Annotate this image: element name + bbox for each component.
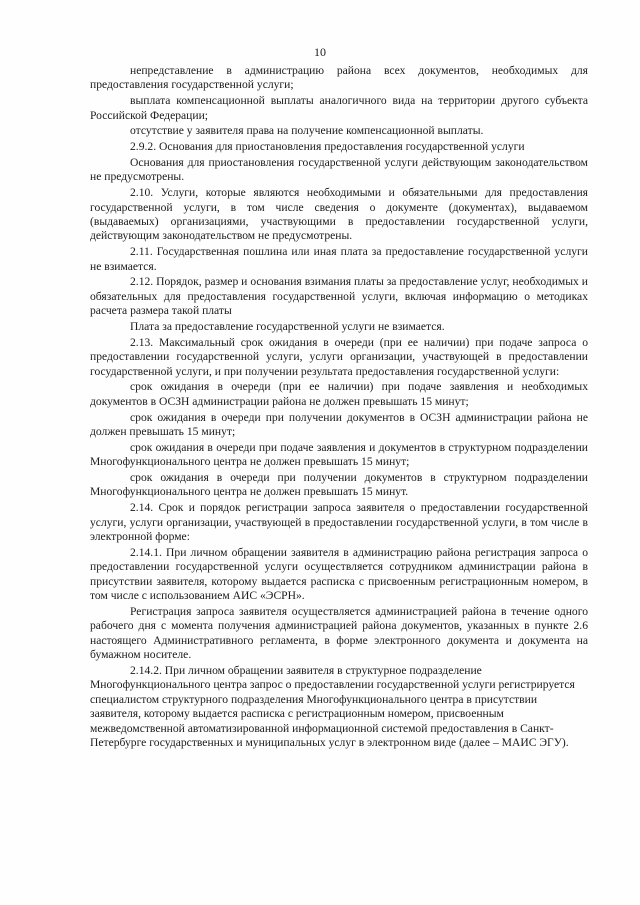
paragraph: Плата за предоставление государственной услуги не взимается. (130, 320, 445, 334)
paragraph: срок ожидания в очереди при получении документов в ОСЗН администрации района не должен превышать 15 минут; (90, 410, 588, 439)
paragraph: 2.14.1. При личном обращении заявителя в администрацию района регистрация запроса о предоставлении государственной услуги осуществляется сотрудником администрации района в присутствии заявителя, которому выдается расписка с присвоенным регистрационным номером, в том числе с использованием АИС «ЭСРН». (90, 545, 588, 603)
paragraph: 2.11. Государственная пошлина или иная плата за предоставление государственной услуги не взимается. (90, 245, 588, 273)
page-number: 10 (314, 45, 326, 59)
document-body (90, 64, 588, 752)
paragraph: отсутствие у заявителя права на получение компенсационной выплаты. (130, 124, 484, 138)
paragraph: 2.14. Срок и порядок регистрации запроса заявителя о предоставлении государственной услуги, услуги организации, участвующей в предоставлении государственной услуги, в том числе в электронной форме: (90, 501, 588, 544)
paragraph: Регистрация запроса заявителя осуществляется администрацией района в течение одного рабочего дня с момента получения администрацией района документов, указанных в пункте 2.6 настоящего Административного регламента, в форме электронного документа и документа на бумажном носителе. (90, 604, 588, 662)
paragraph: 2.14.2. При личном обращении заявителя в структурное подразделение Многофункционального центра запрос о предоставлении государственной услуги регистрируется специалистом структурного подразделения Многофункционального центра в присутствии заявителя, которому выдается расписка с регистрационным номером, присвоенным межведомственной автоматизированной информационной системой предоставления в Санкт-Петербурге государственных и муниципальных услуг в электронном виде (далее – МАИС ЭГУ). (90, 663, 575, 749)
paragraph: 2.12. Порядок, размер и основания взимания платы за предоставление услуг, необходимых и обязательных для предоставления государственной услуги, включая информацию о методиках расчета размера такой платы (90, 275, 588, 318)
section-heading: 2.9.2. Основания для приостановления предоставления государственной услуги (130, 140, 525, 154)
paragraph: срок ожидания в очереди при получении документов в структурном подразделении Многофункционального центра не должен превышать 15 минут. (90, 471, 588, 499)
paragraph: выплата компенсационной выплаты аналогичного вида на территории другого субъекта Российской Федерации; (90, 94, 588, 122)
paragraph: Основания для приостановления государственной услуги действующим законодательством не предусмотрены. (90, 156, 588, 184)
paragraph: непредставление в администрацию района всех документов, необходимых для предоставления государственной услуги; (90, 64, 588, 92)
paragraph: 2.10. Услуги, которые являются необходимыми и обязательными для предоставления государственной услуги, в том числе сведения о документе (документах), выдаваемом (выдаваемых) организациями, участвующими в предоставлении государственной услуги, действующим законодательством не предусмотрены. (90, 186, 588, 243)
paragraph: срок ожидания в очереди при подаче заявления и документов в структурном подразделении Многофункционального центра не должен превышать 15 минут; (90, 440, 588, 469)
paragraph: 2.13. Максимальный срок ожидания в очереди (при ее наличии) при подаче запроса о предоставлении государственной услуги, услуги организации, участвующей в предоставлении государственной услуги, и при получении результата предоставления государственной услуги: (90, 335, 588, 378)
paragraph: срок ожидания в очереди (при ее наличии) при подаче заявления и необходимых документов в ОСЗН администрации района не должен превышать 15 минут; (90, 380, 588, 408)
